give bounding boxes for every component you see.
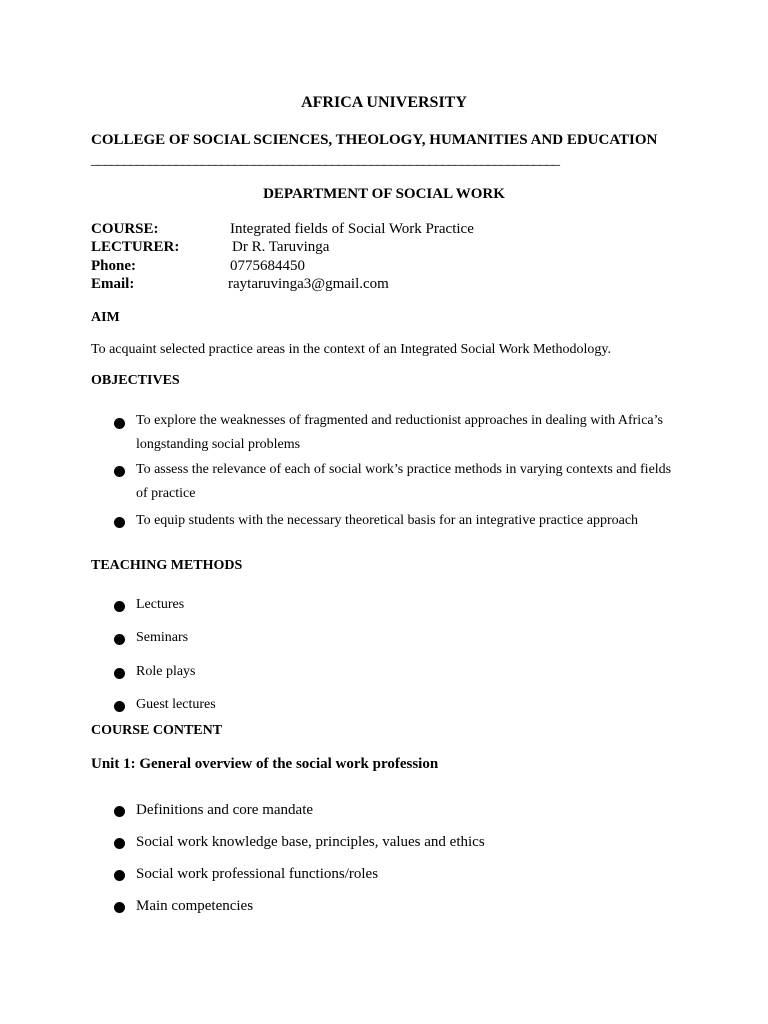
bullet-icon xyxy=(114,517,125,528)
teaching-methods-heading: TEACHING METHODS xyxy=(91,558,243,573)
aim-heading: AIM xyxy=(91,310,120,325)
bullet-icon xyxy=(114,668,125,679)
course-label: COURSE: xyxy=(91,221,159,237)
teaching-method-item: Seminars xyxy=(136,630,189,645)
teaching-method-item: Lectures xyxy=(136,597,185,612)
unit-1-item: Social work professional functions/roles xyxy=(136,866,379,882)
teaching-method-item: Guest lectures xyxy=(136,697,216,712)
email-value: raytaruvinga3@gmail.com xyxy=(228,276,389,292)
unit-1-title: Unit 1: General overview of the social work profession xyxy=(91,756,439,772)
course-content-heading: COURSE CONTENT xyxy=(91,723,223,738)
bullet-icon xyxy=(114,601,125,612)
unit-1-item: Social work knowledge base, principles, values and ethics xyxy=(136,834,485,850)
bullet-icon xyxy=(114,701,125,712)
bullet-icon xyxy=(114,806,125,817)
unit-1-item: Definitions and core mandate xyxy=(136,802,314,818)
objective-2-line1: To assess the relevance of each of social work’s practice methods in varying contexts and fields xyxy=(136,462,672,477)
objective-1-line2: longstanding social problems xyxy=(136,437,301,452)
unit-1-item: Main competencies xyxy=(136,898,254,914)
course-value: Integrated fields of Social Work Practice xyxy=(230,221,474,237)
horizontal-rule: ________________________________________________________________________ xyxy=(91,152,559,168)
objective-1-line1: To explore the weaknesses of fragmented and reductionist approaches in dealing with Africa’s xyxy=(136,413,663,428)
department-name: DEPARTMENT OF SOCIAL WORK xyxy=(263,186,505,202)
bullet-icon xyxy=(114,418,125,429)
objectives-heading: OBJECTIVES xyxy=(91,373,180,388)
phone-value: 0775684450 xyxy=(230,258,305,274)
lecturer-value: Dr R. Taruvinga xyxy=(232,239,330,255)
bullet-icon xyxy=(114,838,125,849)
bullet-icon xyxy=(114,466,125,477)
teaching-method-item: Role plays xyxy=(136,664,196,679)
bullet-icon xyxy=(114,634,125,645)
bullet-icon xyxy=(114,902,125,913)
college-name: COLLEGE OF SOCIAL SCIENCES, THEOLOGY, HUMANITIES AND EDUCATION xyxy=(91,132,658,148)
lecturer-label: LECTURER: xyxy=(91,239,180,255)
bullet-icon xyxy=(114,870,125,881)
objective-3-line1: To equip students with the necessary theoretical basis for an integrative practice approach xyxy=(136,513,639,528)
phone-label: Phone: xyxy=(91,258,136,274)
objective-2-line2: of practice xyxy=(136,486,196,501)
aim-text: To acquaint selected practice areas in the context of an Integrated Social Work Methodology. xyxy=(91,342,611,357)
email-label: Email: xyxy=(91,276,135,292)
university-title: AFRICA UNIVERSITY xyxy=(301,94,467,111)
